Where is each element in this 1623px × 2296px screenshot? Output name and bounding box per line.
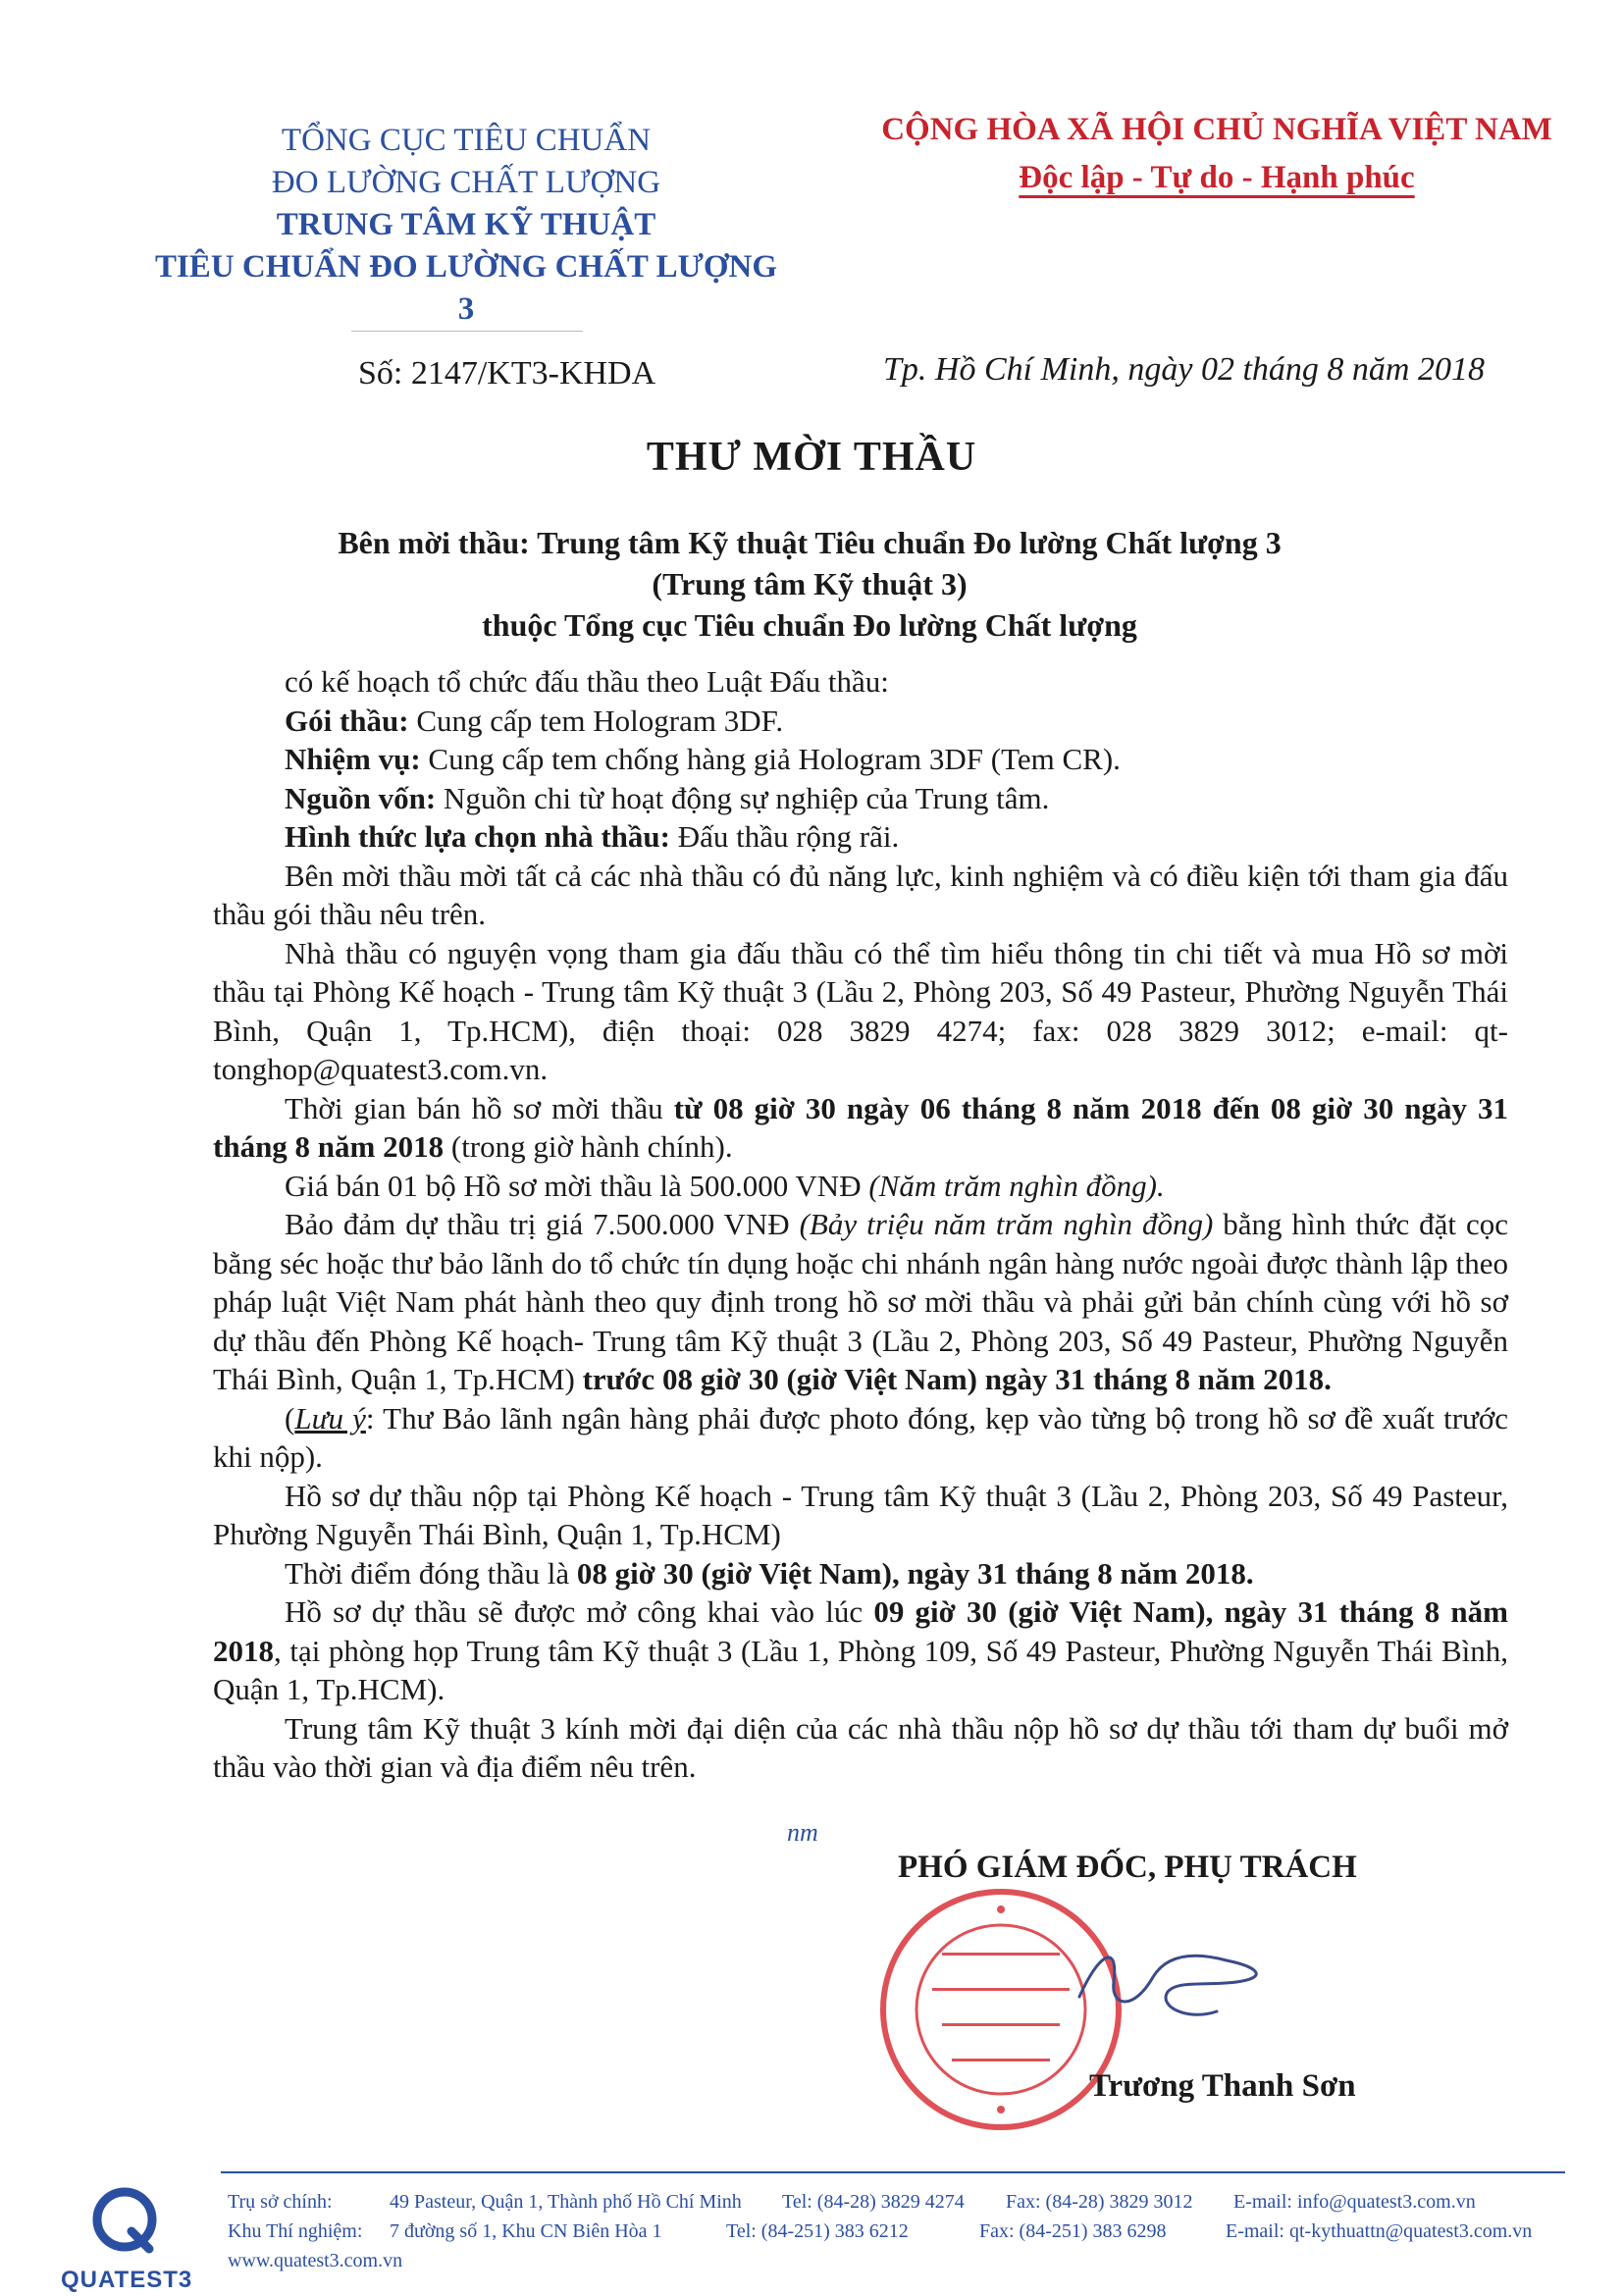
task-value: Cung cấp tem chống hàng giả Hologram 3DF (Tem CR). [420,742,1121,776]
note-label: Lưu ý [294,1400,366,1435]
footer-row-lab [228,2217,1582,2246]
agency-line-1: TỔNG CỤC TIÊU CHUẨN [281,123,652,158]
price-text: Giá bán 01 bộ Hồ sơ mời thầu là 500.000 VNĐ [285,1168,869,1203]
lab-fax: Fax: (84-251) 383 6298 [979,2220,1167,2242]
sale-time-note: (trong giờ hành chính). [444,1129,733,1164]
task-line [213,740,1508,779]
closing-text: Thời điểm đóng thầu là [285,1555,577,1591]
fund-label: Nguồn vốn: [285,780,437,815]
paragraph-guarantee [213,1205,1508,1399]
document-body [213,662,1508,1787]
paragraph-note [213,1399,1508,1477]
method-label: Hình thức lựa chọn nhà thầu: [285,819,670,854]
paragraph-closing [213,1554,1508,1593]
agency-line-4: TIÊU CHUẨN ĐO LƯỜNG CHẤT LƯỢNG 3 [154,249,778,327]
package-value: Cung cấp tem Hologram 3DF. [408,703,784,738]
footer-contacts [228,2187,1582,2275]
task-label: Nhiệm vụ: [285,742,421,776]
hq-tel: Tel: (84-28) 3829 4274 [782,2191,965,2213]
package-label: Gói thầu: [285,703,409,738]
agency-header [147,120,785,331]
inviter-line-3: thuộc Tổng cục Tiêu chuẩn Đo lường Chất lượng [482,607,1137,643]
paragraph-purchase: Nhà thầu có nguyện vọng tham gia đấu thầu có thể tìm hiểu thông tin chi tiết và mua Hồ sơ mời thầu tại Phòng Kế hoạch - Trung tâm Kỹ thuật 3 (Lầu 2, Phòng 203, Số 49 Pasteur, Phường Nguyễn Thái Bình, Quận 1, Tp.HCM), điện thoại: 028 3829 4274; fax: 028 3829 3012; e-mail: qt-tonghop@quatest3.com.vn. [213,935,1508,1086]
fund-value: Nguồn chi từ hoạt động sự nghiệp của Trung tâm. [436,780,1050,815]
document-date: Tp. Hồ Chí Minh, ngày 02 tháng 8 năm 2018 [883,351,1485,388]
closing-time: 08 giờ 30 (giờ Việt Nam), ngày 31 tháng 8 năm 2018. [576,1555,1254,1591]
lab-tel: Tel: (84-251) 383 6212 [726,2220,909,2242]
inviter-line-1: Bên mời thầu: Trung tâm Kỹ thuật Tiêu chuẩn Đo lường Chất lượng 3 [338,525,1282,560]
hq-fax: Fax: (84-28) 3829 3012 [1006,2191,1193,2213]
signer-name: Trương Thanh Sơn [1089,2068,1356,2104]
paragraph-submission: Hồ sơ dự thầu nộp tại Phòng Kế hoạch - Trung tâm Kỹ thuật 3 (Lầu 2, Phòng 203, Số 49 Pasteur, Phường Nguyễn Thái Bình, Quận 1, Tp.HCM) [213,1478,1508,1551]
logo-text: QUATEST3 [61,2267,193,2293]
opening-place: , tại phòng họp Trung tâm Kỹ thuật 3 (Lầu 1, Phòng 109, Số 49 Pasteur, Phường Nguyễn Thái Bình, Quận 1, Tp.HCM). [213,1633,1508,1706]
inviter-line-2: (Trung tâm Kỹ thuật 3) [652,566,968,601]
footer-divider [221,2171,1565,2173]
price-words: (Năm trăm nghìn đồng). [868,1168,1165,1203]
opening-text: Hồ sơ dự thầu sẽ được mở công khai vào lúc [285,1594,874,1629]
inviter-block [147,522,1472,646]
guarantee-deadline: trước 08 giờ 30 (giờ Việt Nam) ngày 31 tháng 8 năm 2018. [582,1362,1332,1396]
guarantee-words: (Bảy triệu năm trăm nghìn đồng) [799,1207,1214,1241]
guarantee-text: Bảo đảm dự thầu trị giá 7.500.000 VNĐ [285,1207,800,1241]
hq-email: E-mail: info@quatest3.com.vn [1233,2191,1476,2213]
footer-row-headquarters [228,2187,1582,2217]
agency-line-3: TRUNG TÂM KỸ THUẬT [276,207,656,242]
lab-email: E-mail: qt-kythuattn@quatest3.com.vn [1226,2220,1533,2242]
document-title: THƯ MỜI THẦU [646,435,977,480]
package-line [213,702,1508,741]
sale-time-period: từ 08 giờ 30 ngày 06 tháng 8 năm 2018 đến 08 giờ 30 ngày 31 tháng 8 năm 2018 [213,1090,1508,1164]
hq-address: 49 Pasteur, Quận 1, Thành phố Hồ Chí Minh [390,2191,742,2213]
footer-website[interactable]: www.quatest3.com.vn [228,2250,403,2271]
paragraph-invite: Bên mời thầu mời tất cả các nhà thầu có đủ năng lực, kinh nghiệm và có điều kiện tới tham gia đấu thầu gói thầu nêu trên. [213,858,1508,931]
paragraph-invitation: Trung tâm Kỹ thuật 3 kính mời đại diện của các nhà thầu nộp hồ sơ dự thầu tới tham dự buổi mở thầu vào thời gian và địa điểm nêu trên. [213,1710,1508,1784]
method-value: Đấu thầu rộng rãi. [669,819,900,854]
header-separator [351,331,583,332]
intro-paragraph: có kế hoạch tổ chức đấu thầu theo Luật Đấu thầu: [285,664,889,699]
agency-line-2: ĐO LƯỜNG CHẤT LƯỢNG [271,165,661,200]
national-header [864,106,1570,202]
sale-time-text: Thời gian bán hồ sơ mời thầu [285,1090,674,1125]
signer-title: PHÓ GIÁM ĐỐC, PHỤ TRÁCH [898,1850,1357,1885]
paragraph-sale-time [213,1089,1508,1167]
method-line [213,817,1508,857]
guarantee-details: bằng hình thức đặt cọc bằng séc hoặc thư bảo lãnh do tổ chức tín dụng hoặc chi nhánh ngân hàng nước ngoài được thành lập theo pháp luật Việt Nam phát hành theo quy định trong hồ sơ mời thầu và phải gửi bản chính cùng với hồ sơ dự thầu đến Phòng Kế hoạch- Trung tâm Kỹ thuật 3 (Lầu 2, Phòng 203, Số 49 Pasteur, Phường Nguyễn Thái Bình, Quận 1, Tp.HCM) [213,1207,1508,1396]
opening-time: 09 giờ 30 (giờ Việt Nam), ngày 31 tháng 8 năm 2018 [213,1594,1508,1668]
document-number: Số: 2147/KT3-KHDA [358,355,656,391]
initials-mark: nm [787,1818,818,1847]
fund-line [213,779,1508,818]
national-title: CỘNG HÒA XÃ HỘI CHỦ NGHĨA VIỆT NAM [881,112,1552,147]
note-open: ( [285,1400,295,1435]
handwritten-signature [1060,1923,1285,2041]
national-motto: Độc lập - Tự do - Hạnh phúc [1019,160,1415,195]
lab-label: Khu Thí nghiệm: [228,2220,363,2242]
paragraph-opening [213,1592,1508,1709]
hq-label: Trụ sở chính: [228,2191,333,2213]
paragraph-price [213,1167,1508,1206]
note-text: : Thư Bảo lãnh ngân hàng phải được photo đóng, kẹp vào từng bộ trong hồ sơ đề xuất trước khi nộp). [213,1400,1508,1474]
lab-address: 7 đường số 1, Khu CN Biên Hòa 1 [390,2220,662,2242]
